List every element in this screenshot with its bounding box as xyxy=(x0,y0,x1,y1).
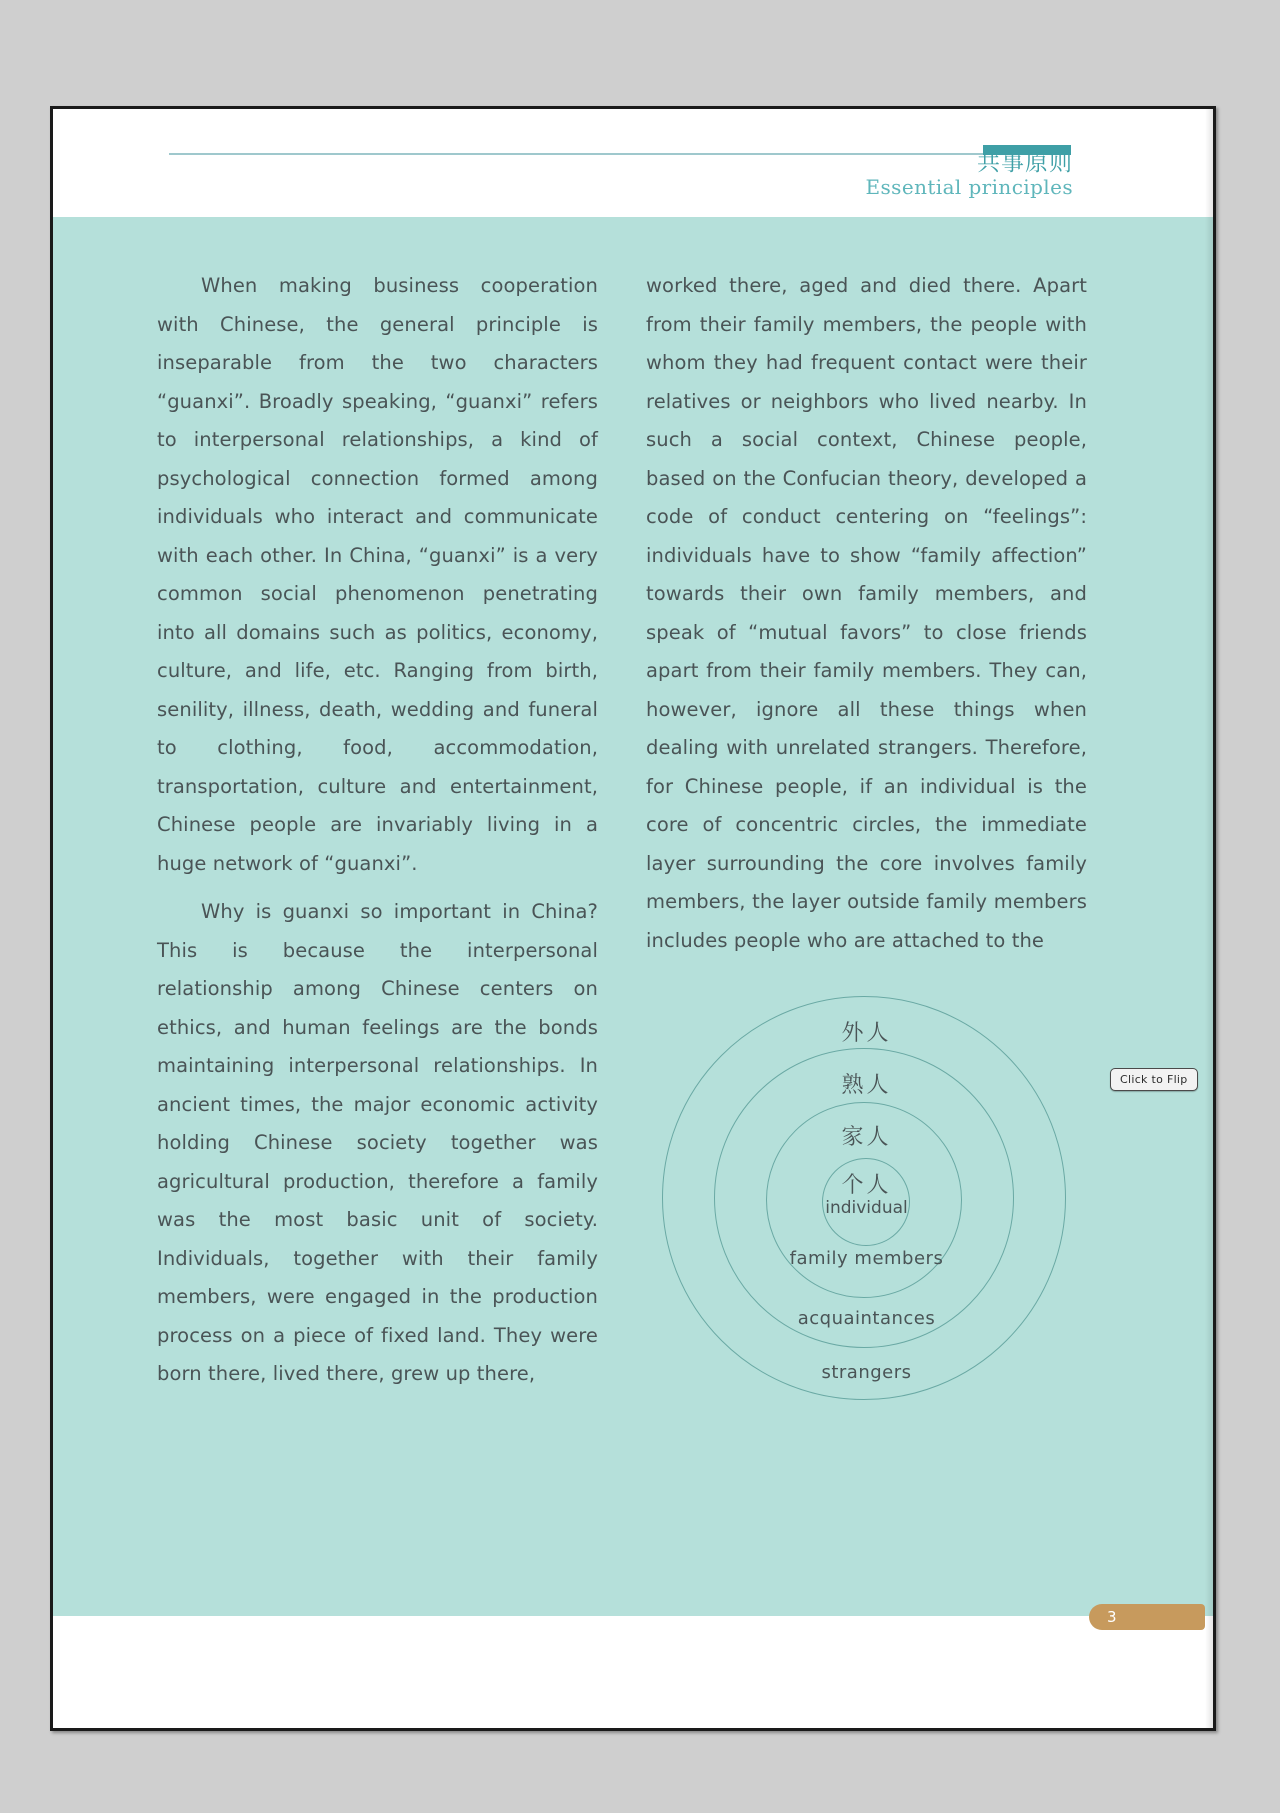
paragraph: When making business cooperation with Chinese, the general principle is inseparable from the two characters “guanxi”. Broadly speaking, “guanxi” refers to interpersonal relationships, a kind of psychological connection formed among individuals who interact and communicate with each other. In China, “guanxi” is a very common social phenomenon penetrating into all domains such as politics, economy, culture, and life, etc. Ranging from birth, senility, illness, death, wedding and funeral to clothing, food, accommodation, transportation, culture and entertainment, Chinese people are invariably living in a huge network of “guanxi”. xyxy=(157,274,598,875)
ring-label-cn-individual: 个人 xyxy=(841,1173,892,1198)
page-footer xyxy=(53,1616,1213,1728)
paragraph: worked there, aged and died there. Apart from their family members, the people with whom they had frequent contact were their relatives or neighbors who lived nearby. In such a social context, Chinese people, based on the Confucian theory, developed a code of conduct centering on “feelings”: individuals have to show “family affection” towards their own family members, and speak of “mutual favors” to close friends apart from their family members. They can, however, ignore all these things when dealing with unrelated strangers. Therefore, for Chinese people, if an individual is the core of concentric circles, the immediate layer surrounding the core involves family members, the layer outside family members includes people who are attached to the xyxy=(646,274,1087,952)
right-column xyxy=(646,267,1087,1410)
ring-label-en-acquaintances: acquaintances xyxy=(797,1308,936,1329)
header-title-english: Essential principles xyxy=(865,174,1073,199)
ring-label-cn-acquaintances: 熟人 xyxy=(841,1073,892,1098)
ring-label-en-family-members: family members xyxy=(789,1248,944,1269)
header-title-chinese: 共事原则 xyxy=(977,150,1073,176)
page-header xyxy=(53,109,1213,217)
ring-label-cn-strangers: 外人 xyxy=(841,1021,892,1046)
click-to-flip-button[interactable]: Click to Flip xyxy=(1110,1068,1198,1091)
concentric-circles-diagram xyxy=(654,990,1079,1410)
page-body xyxy=(53,217,1213,1617)
paragraph: Why is guanxi so important in China? This is because the interpersonal relationship among Chinese centers on ethics, and human feelings are the bonds maintaining interpersonal relationships. In ancient times, the major economic activity holding Chinese society together was agricultural production, therefore a family was the most basic unit of society. Individuals, together with their family members, were engaged in the production process on a piece of fixed land. They were born there, lived there, grew up there, xyxy=(157,900,598,1385)
two-column-layout xyxy=(157,267,1087,1410)
ring-label-en-individual: individual xyxy=(825,1198,908,1218)
page-sheet xyxy=(50,106,1216,1731)
page-number-badge: 3 xyxy=(1089,1604,1205,1630)
ring-label-en-strangers: strangers xyxy=(821,1362,912,1383)
left-column xyxy=(157,267,598,1410)
header-title-block xyxy=(866,151,1074,198)
ring-label-cn-family-members: 家人 xyxy=(841,1125,892,1150)
